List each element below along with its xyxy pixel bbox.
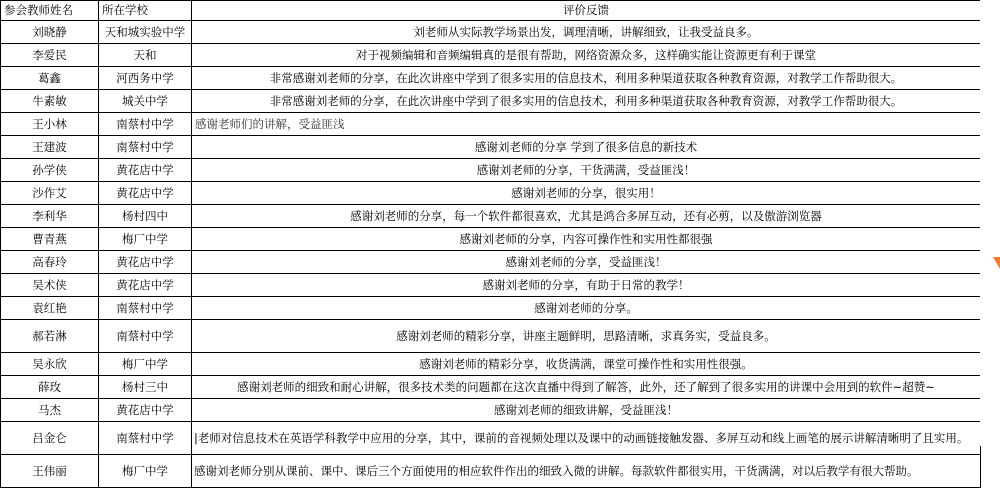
table-row: [1, 251, 981, 274]
table-row: [1, 422, 981, 455]
teacher-name-cell[interactable]: 刘晓静: [1, 21, 99, 44]
teacher-name-cell[interactable]: 李利华: [1, 205, 99, 228]
teacher-name-cell[interactable]: 孙学侠: [1, 159, 99, 182]
table-row: [1, 399, 981, 422]
teacher-name-cell[interactable]: 沙作艾: [1, 182, 99, 205]
school-cell[interactable]: 杨村四中: [99, 205, 192, 228]
feedback-cell[interactable]: 感谢刘老师的分享，内容可操作性和实用性都很强: [192, 228, 981, 251]
feedback-cell[interactable]: 感谢刘老师的精彩分享，收货满满，课堂可操作性和实用性很强。: [192, 353, 981, 376]
feedback-cell[interactable]: 感谢刘老师的分享 学到了很多信息的新技术: [192, 136, 981, 159]
header-row: [1, 1, 981, 21]
school-cell[interactable]: 南蔡村中学: [99, 136, 192, 159]
feedback-cell[interactable]: 感谢刘老师的分享，有助于日常的教学！: [192, 274, 981, 297]
table-row: [1, 320, 981, 353]
table-row: [1, 90, 981, 113]
teacher-name-cell[interactable]: 王小林: [1, 113, 99, 136]
school-cell[interactable]: 城关中学: [99, 90, 192, 113]
school-cell[interactable]: 黄花店中学: [99, 159, 192, 182]
teacher-name-cell[interactable]: 吴永欣: [1, 353, 99, 376]
table-row: [1, 113, 981, 136]
teacher-name-cell[interactable]: 马杰: [1, 399, 99, 422]
scroll-marker-icon: [993, 257, 1000, 269]
table-row: [1, 67, 981, 90]
table-row: [1, 353, 981, 376]
table-row: [1, 182, 981, 205]
teacher-name-cell[interactable]: 高春玲: [1, 251, 99, 274]
feedback-cell[interactable]: 感谢刘老师的细致讲解，受益匪浅！: [192, 399, 981, 422]
feedback-cell[interactable]: 刘老师从实际教学场景出发，调理清晰，讲解细致，让我受益良多。: [192, 21, 981, 44]
school-cell[interactable]: 黄花店中学: [99, 182, 192, 205]
school-cell[interactable]: 南蔡村中学: [99, 297, 192, 320]
table-row: [1, 297, 981, 320]
feedback-cell[interactable]: 感谢刘老师的分享。: [192, 297, 981, 320]
teacher-name-cell[interactable]: 王建波: [1, 136, 99, 159]
school-cell[interactable]: 杨村三中: [99, 376, 192, 399]
school-cell[interactable]: 黄花店中学: [99, 251, 192, 274]
teacher-name-cell[interactable]: 牛素敏: [1, 90, 99, 113]
table-row: [1, 44, 981, 67]
teacher-name-cell[interactable]: 袁红艳: [1, 297, 99, 320]
school-cell[interactable]: 南蔡村中学: [99, 113, 192, 136]
feedback-cell[interactable]: 感谢刘老师分别从课前、课中、课后三个方面使用的相应软件作出的细致入微的讲解。每款软件都很实用，干货满满，对以后教学有很大帮助。: [192, 455, 981, 488]
table-row: [1, 455, 981, 488]
feedback-cell[interactable]: |老师对信息技术在英语学科教学中应用的分享，其中，课前的音视频处理以及课中的动画链接触发器、多屏互动和线上画笔的展示讲解清晰明了且实用。: [192, 422, 981, 455]
table-row: [1, 274, 981, 297]
teacher-name-cell[interactable]: 郝若淋: [1, 320, 99, 353]
school-cell[interactable]: 梅厂中学: [99, 455, 192, 488]
feedback-cell[interactable]: 感谢刘老师的细致和耐心讲解，很多技术类的问题都在这次直播中得到了解答，此外，还了解到了很多实用的讲课中会用到的软件~超赞~: [192, 376, 981, 399]
table-row: [1, 136, 981, 159]
table-row: [1, 21, 981, 44]
school-cell[interactable]: 天和: [99, 44, 192, 67]
feedback-cell[interactable]: 感谢刘老师的分享，很实用！: [192, 182, 981, 205]
header-feedback[interactable]: 评价反馈: [192, 1, 981, 21]
table-row: [1, 205, 981, 228]
teacher-name-cell[interactable]: 吴术侠: [1, 274, 99, 297]
feedback-cell[interactable]: 对于视频编辑和音频编辑真的是很有帮助，网络资源众多，这样确实能让资源更有利于课堂: [192, 44, 981, 67]
feedback-cell[interactable]: 非常感谢刘老师的分享，在此次讲座中学到了很多实用的信息技术，利用多种渠道获取各种教育资源，对教学工作帮助很大。: [192, 90, 981, 113]
teacher-name-cell[interactable]: 吕金仑: [1, 422, 99, 455]
teacher-name-cell[interactable]: 李爱民: [1, 44, 99, 67]
school-cell[interactable]: 梅厂中学: [99, 353, 192, 376]
feedback-cell[interactable]: 感谢老师们的讲解，受益匪浅: [192, 113, 981, 136]
feedback-cell[interactable]: 非常感谢刘老师的分享，在此次讲座中学到了很多实用的信息技术，利用多种渠道获取各种教育资源，对教学工作帮助很大。: [192, 67, 981, 90]
table-row: [1, 228, 981, 251]
feedback-cell[interactable]: 感谢刘老师的分享，受益匪浅！: [192, 251, 981, 274]
teacher-name-cell[interactable]: 曹青燕: [1, 228, 99, 251]
school-cell[interactable]: 黄花店中学: [99, 399, 192, 422]
school-cell[interactable]: 天和城实验中学: [99, 21, 192, 44]
header-school[interactable]: 所在学校: [99, 1, 192, 21]
table-row: [1, 376, 981, 399]
teacher-name-cell[interactable]: 王伟丽: [1, 455, 99, 488]
school-cell[interactable]: 南蔡村中学: [99, 320, 192, 353]
school-cell[interactable]: 梅厂中学: [99, 228, 192, 251]
school-cell[interactable]: 南蔡村中学: [99, 422, 192, 455]
feedback-cell[interactable]: 感谢刘老师的分享，干货满满，受益匪浅！: [192, 159, 981, 182]
school-cell[interactable]: 黄花店中学: [99, 274, 192, 297]
teacher-name-cell[interactable]: 葛鑫: [1, 67, 99, 90]
header-teacher-name[interactable]: 参会教师姓名: [1, 1, 99, 21]
feedback-cell[interactable]: 感谢刘老师的分享，每一个软件都很喜欢，尤其是鸿合多屏互动，还有必剪，以及傲游浏览器: [192, 205, 981, 228]
school-cell[interactable]: 河西务中学: [99, 67, 192, 90]
teacher-name-cell[interactable]: 薛玫: [1, 376, 99, 399]
table-row: [1, 159, 981, 182]
sheet-right-margin: [980, 0, 1000, 446]
feedback-cell[interactable]: 感谢刘老师的精彩分享，讲座主题鲜明，思路清晰，求真务实，受益良多。: [192, 320, 981, 353]
